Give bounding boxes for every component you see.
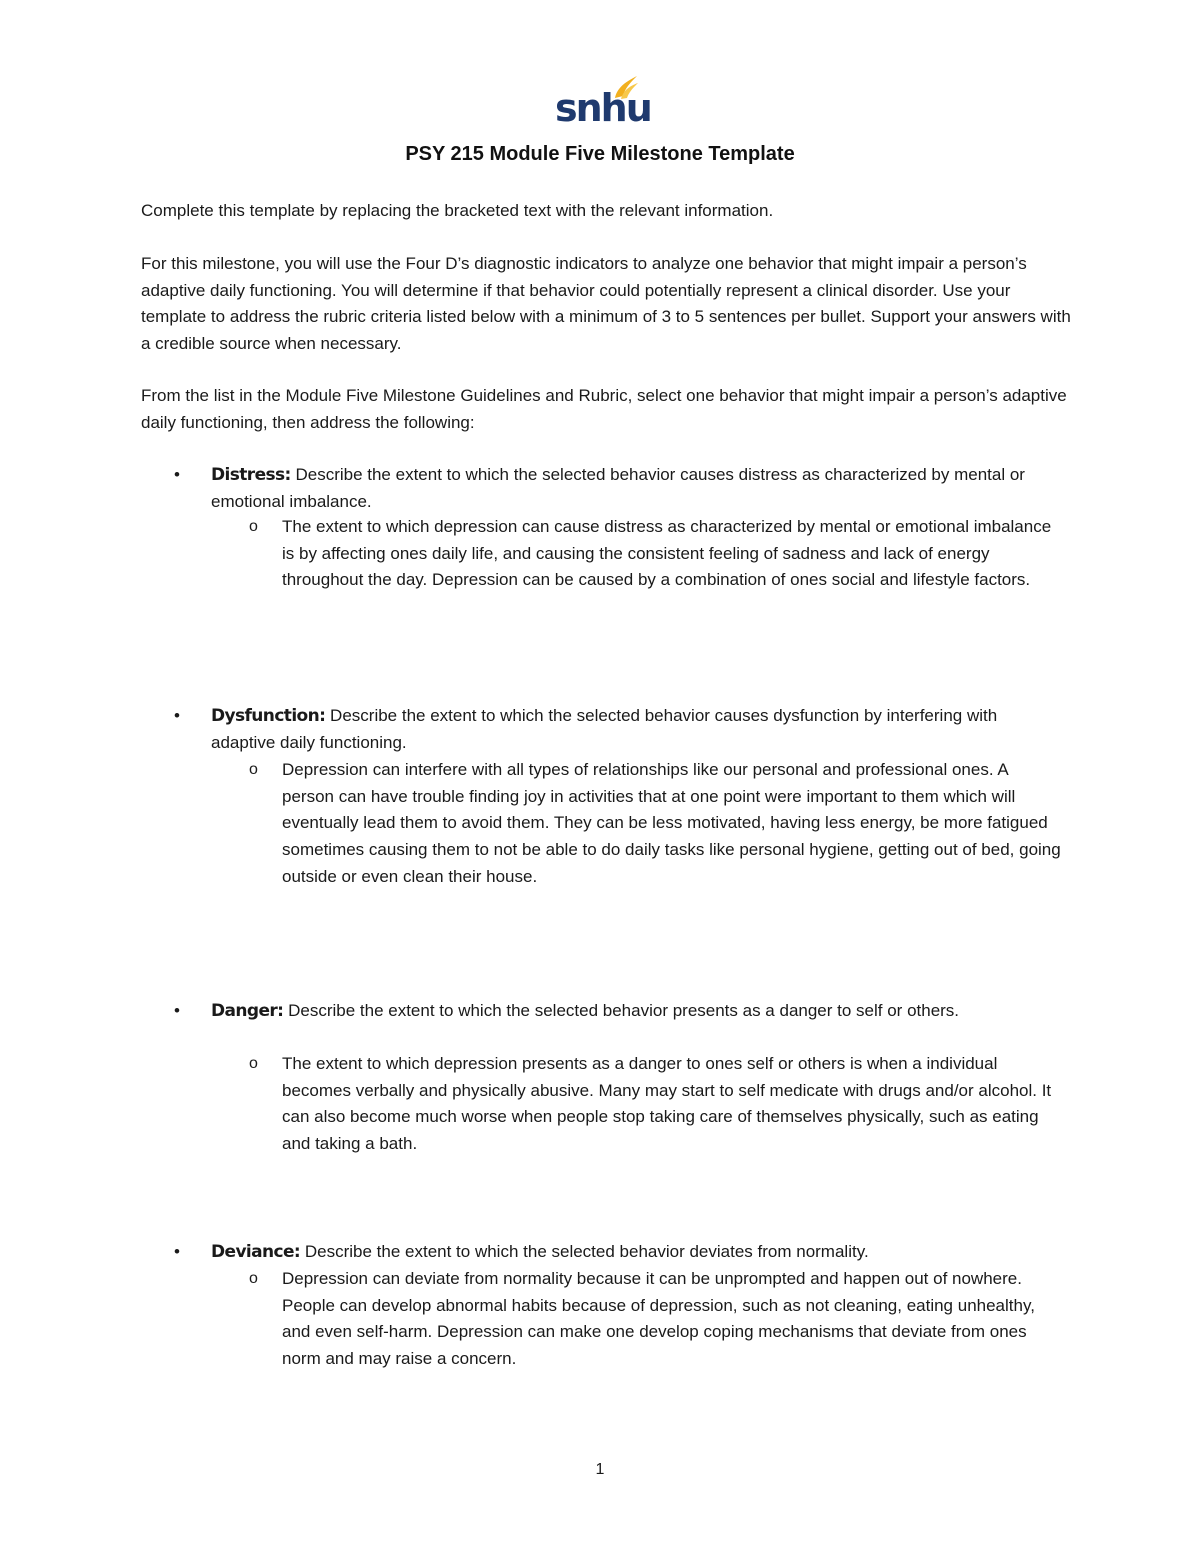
answer-text: The extent to which depression can cause distress as characterized by mental or emotional imbalance is by affecting ones daily life, and causing the consistent feeling of sadness and lack of energy throughout the day. Depression can be caused by a combination of ones social and lifestyle factors. bbox=[282, 517, 1052, 590]
bullet-marker: • bbox=[174, 706, 180, 725]
bullet-marker: • bbox=[174, 1001, 180, 1020]
sub-bullet-marker: o bbox=[249, 1055, 258, 1072]
bullet-term: Deviance: bbox=[211, 1242, 301, 1262]
snhu-logo bbox=[553, 74, 651, 132]
deviance-answer bbox=[249, 1266, 1062, 1373]
page-number: 1 bbox=[595, 1461, 605, 1478]
bullet-marker: • bbox=[174, 1242, 180, 1261]
document-title: PSY 215 Module Five Milestone Template bbox=[405, 143, 795, 165]
sub-bullet-marker: o bbox=[249, 761, 258, 778]
sub-bullet-marker: o bbox=[249, 518, 258, 535]
bullet-marker: • bbox=[174, 465, 180, 484]
distress-bullet bbox=[174, 462, 1061, 515]
intro-paragraph: Complete this template by replacing the bracketed text with the relevant information. bbox=[141, 201, 774, 220]
distress-answer bbox=[249, 514, 1062, 594]
bullet-term: Danger: bbox=[211, 1001, 284, 1021]
sub-bullet-marker: o bbox=[249, 1270, 258, 1287]
danger-answer bbox=[249, 1051, 1062, 1158]
dysfunction-bullet bbox=[174, 703, 1061, 756]
logo-wordmark: snhu bbox=[555, 86, 651, 130]
bullet-term: Dysfunction: bbox=[211, 706, 326, 726]
answer-text: The extent to which depression presents as a danger to ones self or others is when a individual becomes verbally and physically abusive. Many may start to self medicate with drugs and/or alcohol. It can also become much worse when people stop taking care of themselves physically, such as eating and taking a bath. bbox=[282, 1054, 1052, 1154]
answer-text: Depression can deviate from normality because it can be unprompted and happen out of nowhere. People can develop abnormal habits because of depression, such as not cleaning, eating unhealthy, and even self-harm. Depression can make one develop coping mechanisms that deviate from ones norm and may raise a concern. bbox=[282, 1269, 1035, 1369]
bullet-prompt: Describe the extent to which the selected behavior causes distress as characterized by mental or emotional imbalance. bbox=[211, 465, 1025, 511]
dysfunction-answer bbox=[249, 757, 1062, 891]
deviance-bullet bbox=[174, 1239, 1061, 1266]
bullet-term: Distress: bbox=[211, 465, 291, 485]
milestone-paragraph: For this milestone, you will use the Four D’s diagnostic indicators to analyze one behavior that might impair a person’s adaptive daily functioning. You will determine if that behavior could potentially represent a clinical disorder. Use your template to address the rubric criteria listed below with a minimum of 3 to 5 sentences per bullet. Support your answers with a credible source when necessary. bbox=[141, 254, 1071, 353]
danger-bullet bbox=[174, 998, 1061, 1025]
select-paragraph: From the list in the Module Five Milestone Guidelines and Rubric, select one behavior that might impair a person’s adaptive daily functioning, then address the following: bbox=[141, 386, 1067, 432]
answer-text: Depression can interfere with all types of relationships like our personal and professional ones. A person can have trouble finding joy in activities that at one point were important to them which will eventually lead them to avoid them. They can be less motivated, having less energy, be more fatigued sometimes causing them to not be able to do daily tasks like personal hygiene, getting out of bed, going outside or even clean their house. bbox=[282, 760, 1061, 886]
bullet-prompt: Describe the extent to which the selected behavior presents as a danger to self or others. bbox=[283, 1001, 960, 1020]
bullet-prompt: Describe the extent to which the selected behavior causes dysfunction by interfering with adaptive daily functioning. bbox=[211, 706, 998, 752]
bullet-prompt: Describe the extent to which the selected behavior deviates from normality. bbox=[300, 1242, 869, 1261]
